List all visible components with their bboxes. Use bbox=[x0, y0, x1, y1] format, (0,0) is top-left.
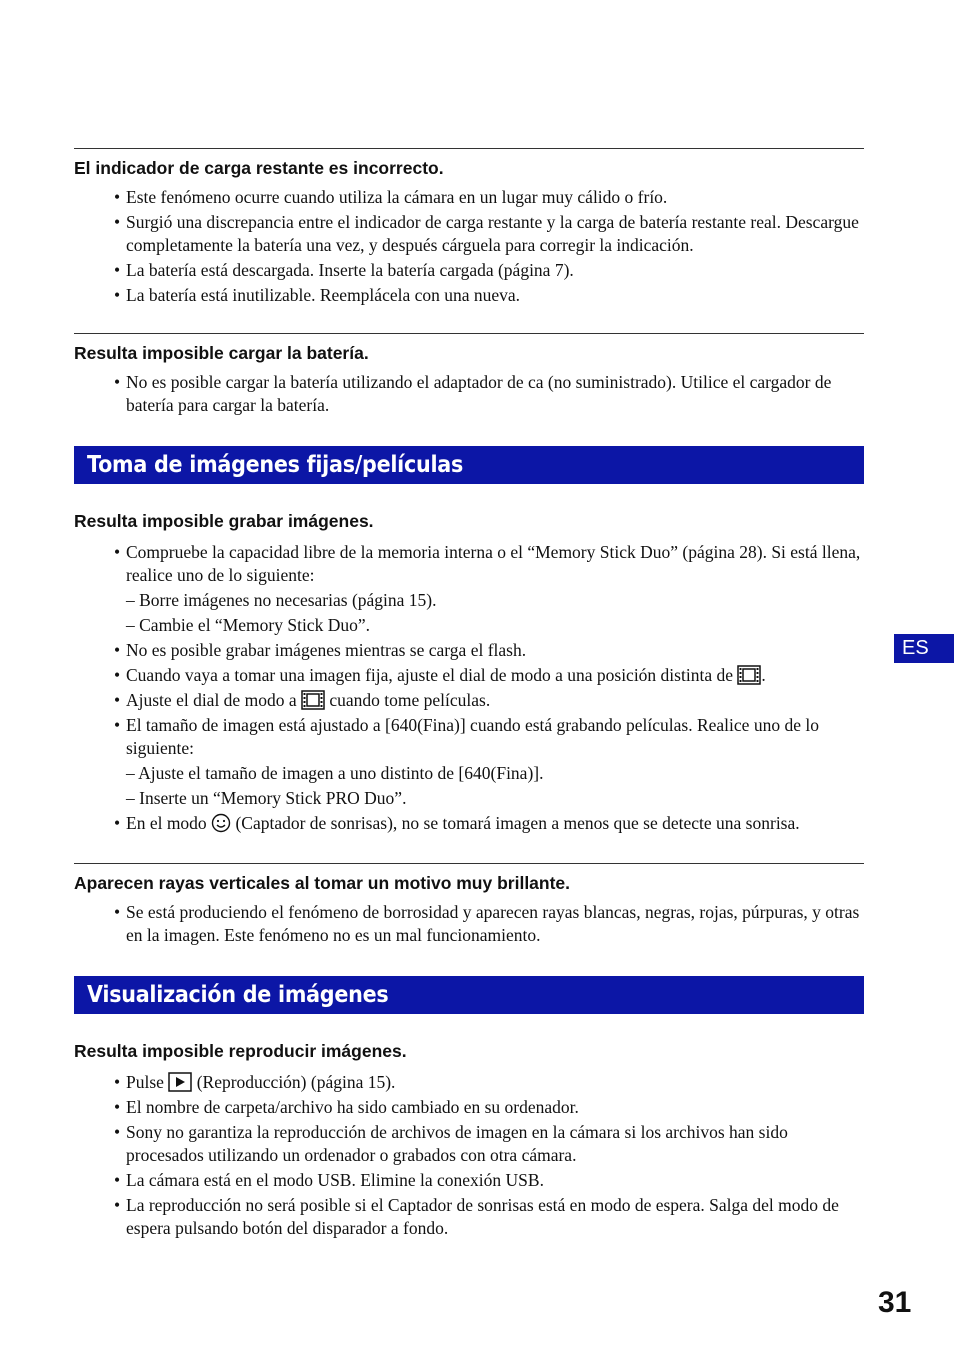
list-item-text: Cuando vaya a tomar una imagen fija, ajuste el dial de modo a una posición distinta de bbox=[126, 665, 738, 685]
list-item: • No es posible cargar la batería utilizando el adaptador de ca (no suministrado). Utilice el cargador de batería para cargar la batería. bbox=[126, 371, 864, 417]
playback-icon bbox=[168, 1072, 192, 1092]
list-item-text: (Captador de sonrisas), no se tomará imagen a menos que se detecte una sonrisa. bbox=[231, 813, 800, 833]
answer-list bbox=[74, 901, 864, 947]
sub-list-item: – Inserte un “Memory Stick PRO Duo”. bbox=[126, 788, 407, 808]
list-item: • Compruebe la capacidad libre de la memoria interna o el “Memory Stick Duo” (página 28). Si está llena, realice uno de lo siguiente: bbox=[126, 541, 864, 587]
list-item: • Sony no garantiza la reproducción de archivos de imagen en la cámara si los archivos han sido procesados utilizando un ordenador o grabados con otra cámara. bbox=[126, 1121, 864, 1167]
list-item: • La reproducción no será posible si el Captador de sonrisas está en modo de espera. Salga del modo de espera pulsando botón del disparador a fondo. bbox=[126, 1194, 864, 1240]
list-item: • El tamaño de imagen está ajustado a [640(Fina)] cuando está grabando películas. Realice uno de lo siguiente: bbox=[126, 714, 864, 760]
list-item: • El nombre de carpeta/archivo ha sido cambiado en su ordenador. bbox=[126, 1096, 864, 1119]
list-item: • No es posible grabar imágenes mientras se carga el flash. bbox=[126, 639, 864, 662]
list-item: • Surgió una discrepancia entre el indicador de carga restante y la carga de batería restante real. Descargue completamente la batería una vez, y después cárguela para corregir la indicación. bbox=[126, 211, 864, 257]
list-item bbox=[126, 689, 864, 712]
divider bbox=[74, 148, 864, 149]
question-heading: Resulta imposible cargar la batería. bbox=[74, 343, 369, 363]
list-item-text: Ajuste el dial de modo a bbox=[126, 690, 301, 710]
list-item-text: cuando tome películas. bbox=[324, 690, 491, 710]
list-item: • Se está produciendo el fenómeno de borrosidad y aparecen rayas blancas, negras, rojas, púrpuras, y otras en la imagen. Este fenómeno no es un mal funcionamiento. bbox=[126, 901, 864, 947]
list-item: • Este fenómeno ocurre cuando utiliza la cámara en un lugar muy cálido o frío. bbox=[126, 186, 864, 209]
question-heading: El indicador de carga restante es incorrecto. bbox=[74, 158, 444, 178]
sub-list-item: – Borre imágenes no necesarias (página 15). bbox=[126, 590, 437, 610]
question-heading: Aparecen rayas verticales al tomar un motivo muy brillante. bbox=[74, 873, 571, 893]
movie-mode-icon bbox=[737, 665, 761, 685]
movie-mode-icon bbox=[301, 690, 325, 710]
smile-shutter-icon bbox=[211, 813, 231, 833]
list-item bbox=[126, 1071, 864, 1094]
language-tab: ES bbox=[894, 634, 954, 663]
sub-list-item: – Cambie el “Memory Stick Duo”. bbox=[126, 615, 370, 635]
list-item-text: . bbox=[761, 665, 766, 685]
page-number: 31 bbox=[878, 1286, 912, 1319]
section-heading-text: Visualización de imágenes bbox=[87, 982, 389, 1008]
list-item bbox=[126, 812, 864, 835]
answer-list bbox=[74, 1071, 864, 1240]
list-item-text: (Reproducción) (página 15). bbox=[192, 1072, 396, 1092]
list-item: • La batería está descargada. Inserte la batería cargada (página 7). bbox=[126, 259, 864, 282]
list-item: • La cámara está en el modo USB. Elimine la conexión USB. bbox=[126, 1169, 864, 1192]
section-heading bbox=[74, 446, 864, 484]
answer-list bbox=[74, 186, 864, 307]
page-content bbox=[74, 148, 864, 1242]
section-heading-text: Toma de imágenes fijas/películas bbox=[87, 452, 464, 478]
list-item-text: En el modo bbox=[126, 813, 212, 833]
list-item: • La batería está inutilizable. Reemplácela con una nueva. bbox=[126, 284, 864, 307]
list-item bbox=[126, 664, 864, 687]
question-heading: Resulta imposible reproducir imágenes. bbox=[74, 1041, 407, 1061]
divider bbox=[74, 333, 864, 334]
question-heading: Resulta imposible grabar imágenes. bbox=[74, 511, 374, 531]
list-item-text: Pulse bbox=[126, 1072, 169, 1092]
answer-list bbox=[74, 541, 864, 835]
section-heading bbox=[74, 976, 864, 1014]
divider bbox=[74, 863, 864, 864]
answer-list bbox=[74, 371, 864, 417]
sub-list-item: – Ajuste el tamaño de imagen a uno distinto de [640(Fina)]. bbox=[126, 763, 544, 783]
